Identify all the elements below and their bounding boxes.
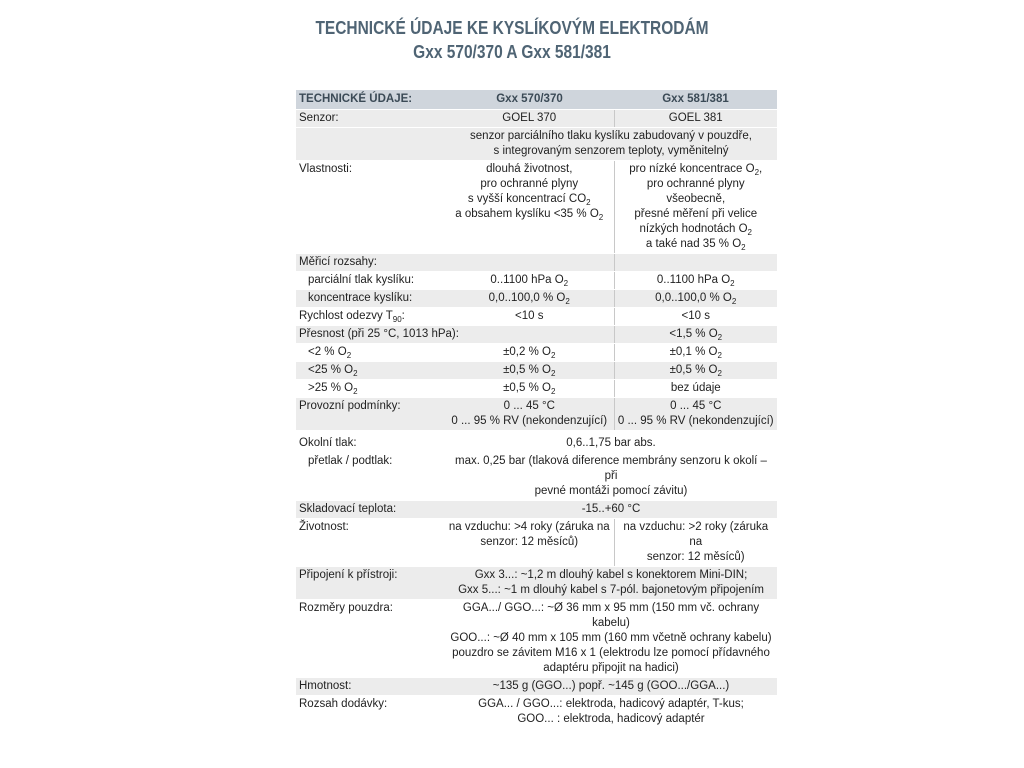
table-row-provozni	[296, 398, 777, 431]
table-row-senzor-desc	[296, 128, 777, 161]
table-row-zivotnost	[296, 519, 777, 567]
cell-570: ±0,5 % $O_2$	[445, 380, 614, 398]
row-label: koncentrace kyslíku:	[296, 290, 445, 308]
cell-span: GGA.../ GGO...: ~Ø 36 mm x 95 mm (150 mm vč. ochrany kabelu) GOO...: ~Ø 40 mm x 105 mm (160 mm včetně ochrany kabelu) pouzdro se závitem M16 x 1 (elektrodu lze pomocí přídavného adaptéru připojit na hadici)	[445, 600, 777, 678]
cell-570: 0 ... 45 °C 0 ... 95 % RV (nekondenzující)	[445, 398, 614, 431]
row-label: Rychlost odezvy $T_{90}$:	[296, 308, 445, 326]
row-label: Skladovací teplota:	[296, 501, 445, 519]
cell-span: Gxx 3...: ~1,2 m dlouhý kabel s konektorem Mini-DIN; Gxx 5...: ~1 m dlouhý kabel s 7-pól. bajonetovým připojením	[445, 567, 777, 600]
row-label: Provozní podmínky:	[296, 398, 445, 431]
table-row-odezva	[296, 308, 777, 326]
table-row-vlastnosti	[296, 161, 777, 254]
cell-570: 0..1100 hPa $O_2$	[445, 272, 614, 290]
table-row-koncentrace	[296, 290, 777, 308]
table-row-pripojeni	[296, 567, 777, 600]
row-label: parciální tlak kyslíku:	[296, 272, 445, 290]
row-label: přetlak / podtlak:	[296, 453, 445, 501]
row-label: >25 % $O_2$	[296, 380, 445, 398]
cell-570: <10 s	[445, 308, 614, 326]
cell-581: na vzduchu: >2 roky (záruka na senzor: 12 měsíců)	[614, 519, 777, 567]
row-label: Okolní tlak:	[296, 431, 445, 453]
cell-570: na vzduchu: >4 roky (záruka na senzor: 12 měsíců)	[445, 519, 614, 567]
table-header-row	[296, 90, 777, 110]
row-label: Životnost:	[296, 519, 445, 567]
table-row-pretlak	[296, 453, 777, 501]
cell-581: <10 s	[614, 308, 777, 326]
cell-span: senzor parciálního tlaku kyslíku zabudovaný v pouzdře, s integrovaným senzorem teploty, vyměnitelný	[445, 128, 777, 161]
cell-570: ±0,5 % $O_2$	[445, 362, 614, 380]
table-row-hmotnost	[296, 678, 777, 696]
table-row-rozsahy	[296, 254, 777, 272]
cell-570: GOEL 370	[445, 110, 614, 128]
header-col-570: Gxx 570/370	[445, 90, 614, 110]
row-label: Hmotnost:	[296, 678, 445, 696]
table-row-rozsah	[296, 696, 777, 729]
cell-581: 0,0..100,0 % $O_2$	[614, 290, 777, 308]
document-title	[72, 16, 953, 64]
table-row-pgt25	[296, 380, 777, 398]
specs-table	[296, 90, 777, 729]
row-label: <2 % $O_2$	[296, 344, 445, 362]
cell-581: ±0,1 % $O_2$	[614, 344, 777, 362]
cell-span: 0,6..1,75 bar abs.	[445, 431, 777, 453]
cell-span: max. 0,25 bar (tlaková diference membrány senzoru k okolí – při pevné montáži pomocí závitu)	[445, 453, 777, 501]
cell-span: -15..+60 °C	[445, 501, 777, 519]
cell-581: pro nízké koncentrace $O_2$, pro ochranné plyny všeobecně, přesné měření při velice nízkých hodnotách $O_2$ a také nad 35 % $O_2$	[614, 161, 777, 254]
cell-581: bez údaje	[614, 380, 777, 398]
table-row-rozmery	[296, 600, 777, 678]
row-label: Senzor:	[296, 110, 445, 128]
row-label: <25 % $O_2$	[296, 362, 445, 380]
cell-581: ±0,5 % $O_2$	[614, 362, 777, 380]
row-label: Přesnost (při 25 °C, 1013 hPa):	[296, 326, 614, 344]
table-row-p2	[296, 344, 777, 362]
header-col-specs: TECHNICKÉ ÚDAJE:	[296, 90, 445, 110]
row-label: Rozsah dodávky:	[296, 696, 445, 729]
cell-570: dlouhá životnost, pro ochranné plyny s vyšší koncentrací $CO_2$ a obsahem kyslíku <35 % $O_2$	[445, 161, 614, 254]
cell-span: GGA... / GGO...: elektroda, hadicový adaptér, T-kus; GOO... : elektroda, hadicový adaptér	[445, 696, 777, 729]
cell-581: GOEL 381	[614, 110, 777, 128]
cell-570: 0,0..100,0 % $O_2$	[445, 290, 614, 308]
cell-581: 0..1100 hPa $O_2$	[614, 272, 777, 290]
title-line-2: Gxx 570/370 A Gxx 581/381	[413, 42, 611, 62]
table-row-okolni	[296, 431, 777, 453]
cell-581: 0 ... 45 °C 0 ... 95 % RV (nekondenzující)	[614, 398, 777, 431]
table-row-skladovaci	[296, 501, 777, 519]
row-label: Rozměry pouzdra:	[296, 600, 445, 678]
row-label: Připojení k přístroji:	[296, 567, 445, 600]
title-line-1: TECHNICKÉ ÚDAJE KE KYSLÍKOVÝM ELEKTRODÁM	[315, 18, 709, 38]
table-row-senzor	[296, 110, 777, 128]
row-label: Měřicí rozsahy:	[296, 254, 445, 272]
row-label: Vlastnosti:	[296, 161, 445, 254]
cell-570: ±0,2 % $O_2$	[445, 344, 614, 362]
cell-581: <1,5 % $O_2$	[614, 326, 777, 344]
table-row-presnost	[296, 326, 777, 344]
header-col-581: Gxx 581/381	[614, 90, 777, 110]
table-row-parcialni	[296, 272, 777, 290]
cell-span: ~135 g (GGO...) popř. ~145 g (GOO.../GGA...)	[445, 678, 777, 696]
table-row-p25	[296, 362, 777, 380]
